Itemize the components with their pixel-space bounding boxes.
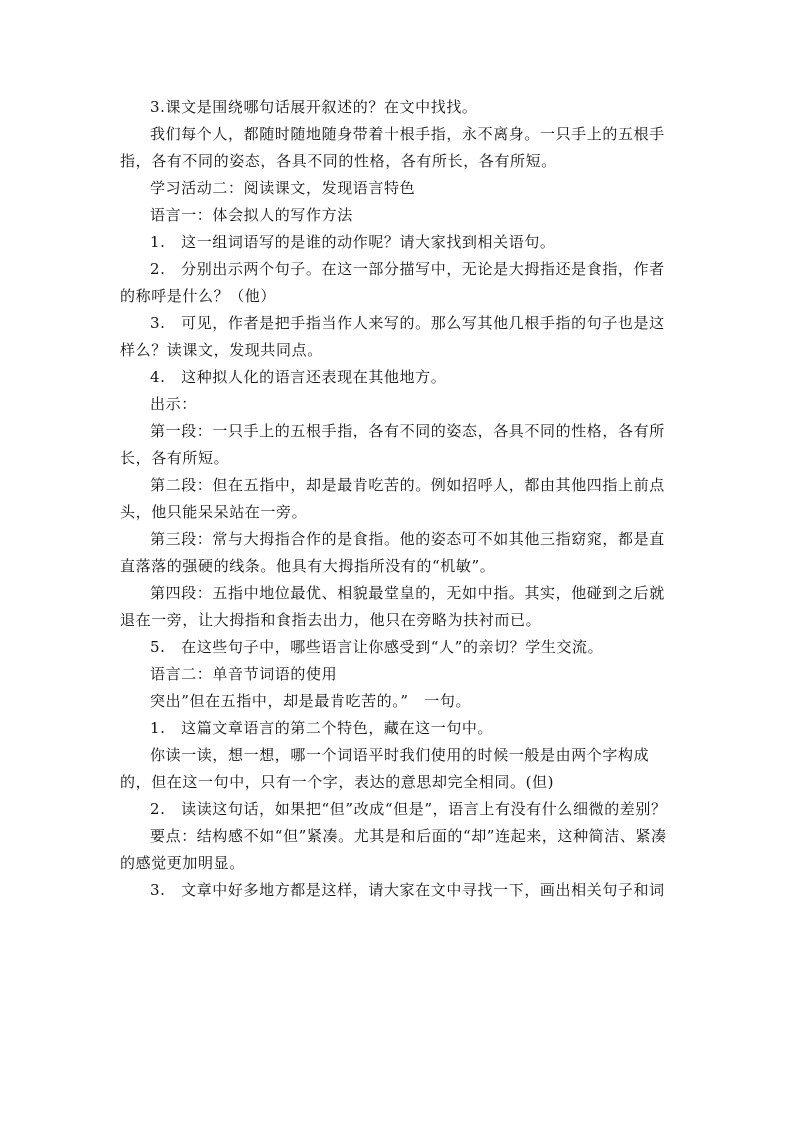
show-label: 出示： bbox=[150, 395, 197, 413]
language-two-step-1: 1. 这篇文章语言的第二个特色，藏在这一句中。 bbox=[150, 719, 494, 737]
language-two-heading: 语言二：单音节词语的使用 bbox=[150, 665, 338, 683]
paragraph-two-quote: 第二段：但在五指中，却是最肯吃苦的。例如招呼人，都由其他四指上前点头，他只能呆呆站在一旁。 bbox=[120, 476, 665, 521]
step-2-text: 2. 分别出示两个句子。在这一部分描写中，无论是大拇指还是食指，作者的称呼是什么？（他） bbox=[120, 260, 665, 305]
paragraph-one-quote: 第一段：一只手上的五根手指，各有不同的姿态，各具不同的性格，各有所长，各有所短。 bbox=[120, 422, 665, 467]
language-one-heading: 语言一：体会拟人的写作方法 bbox=[150, 206, 353, 224]
paragraph-three-quote: 第三段：常与大拇指合作的是食指。他的姿态可不如其他三指窈窕，都是直直落落的强硬的线条。他具有大拇指所没有的“机敏”。 bbox=[120, 530, 665, 575]
step-1-text: 1. 这一组词语写的是谁的动作呢？请大家找到相关语句。 bbox=[150, 233, 556, 251]
question-3-text: 3.课文是围绕哪句话展开叙述的？在文中找找。 bbox=[150, 98, 478, 116]
central-sentence-text: 我们每个人，都随时随地随身带着十根手指，永不离身。一只手上的五根手指，各有不同的姿态，各具不同的性格，各有所长，各有所短。 bbox=[120, 125, 665, 170]
reading-prompt-text: 你读一读，想一想，哪一个词语平时我们使用的时候一般是由两个字构成的，但在这一句中，只有一个字，表达的意思却完全相同。(但) bbox=[120, 746, 650, 791]
activity-two-heading: 学习活动二：阅读课文，发现语言特色 bbox=[150, 179, 416, 197]
language-two-step-3: 3. 文章中好多地方都是这样，请大家在文中寻找一下，画出相关句子和词 bbox=[150, 881, 665, 899]
highlight-sentence-text: 突出”但在五指中，却是最肯吃苦的。” 一句。 bbox=[150, 692, 472, 710]
step-3-text: 3. 可见，作者是把手指当作人来写的。那么写其他几根手指的句子也是这样么？读课文，发现共同点。 bbox=[120, 314, 665, 359]
document-body bbox=[120, 94, 675, 904]
step-4-text: 4. 这种拟人化的语言还表现在其他地方。 bbox=[150, 368, 447, 386]
step-5-text: 5. 在这些句子中，哪些语言让你感受到“人”的亲切？学生交流。 bbox=[150, 638, 604, 656]
paragraph-four-quote: 第四段：五指中地位最优、相貌最堂皇的，无如中指。其实，他碰到之后就退在一旁，让大拇指和食指去出力，他只在旁略为扶衬而已。 bbox=[120, 584, 665, 629]
language-two-step-2: 2. 读读这句话，如果把“但”改成“但是”，语言上有没有什么细微的差别？ bbox=[150, 800, 667, 818]
key-points-text: 要点：结构感不如“但”紧凑。尤其是和后面的“却”连起来，这种简洁、紧凑的感觉更加明显。 bbox=[120, 827, 667, 872]
